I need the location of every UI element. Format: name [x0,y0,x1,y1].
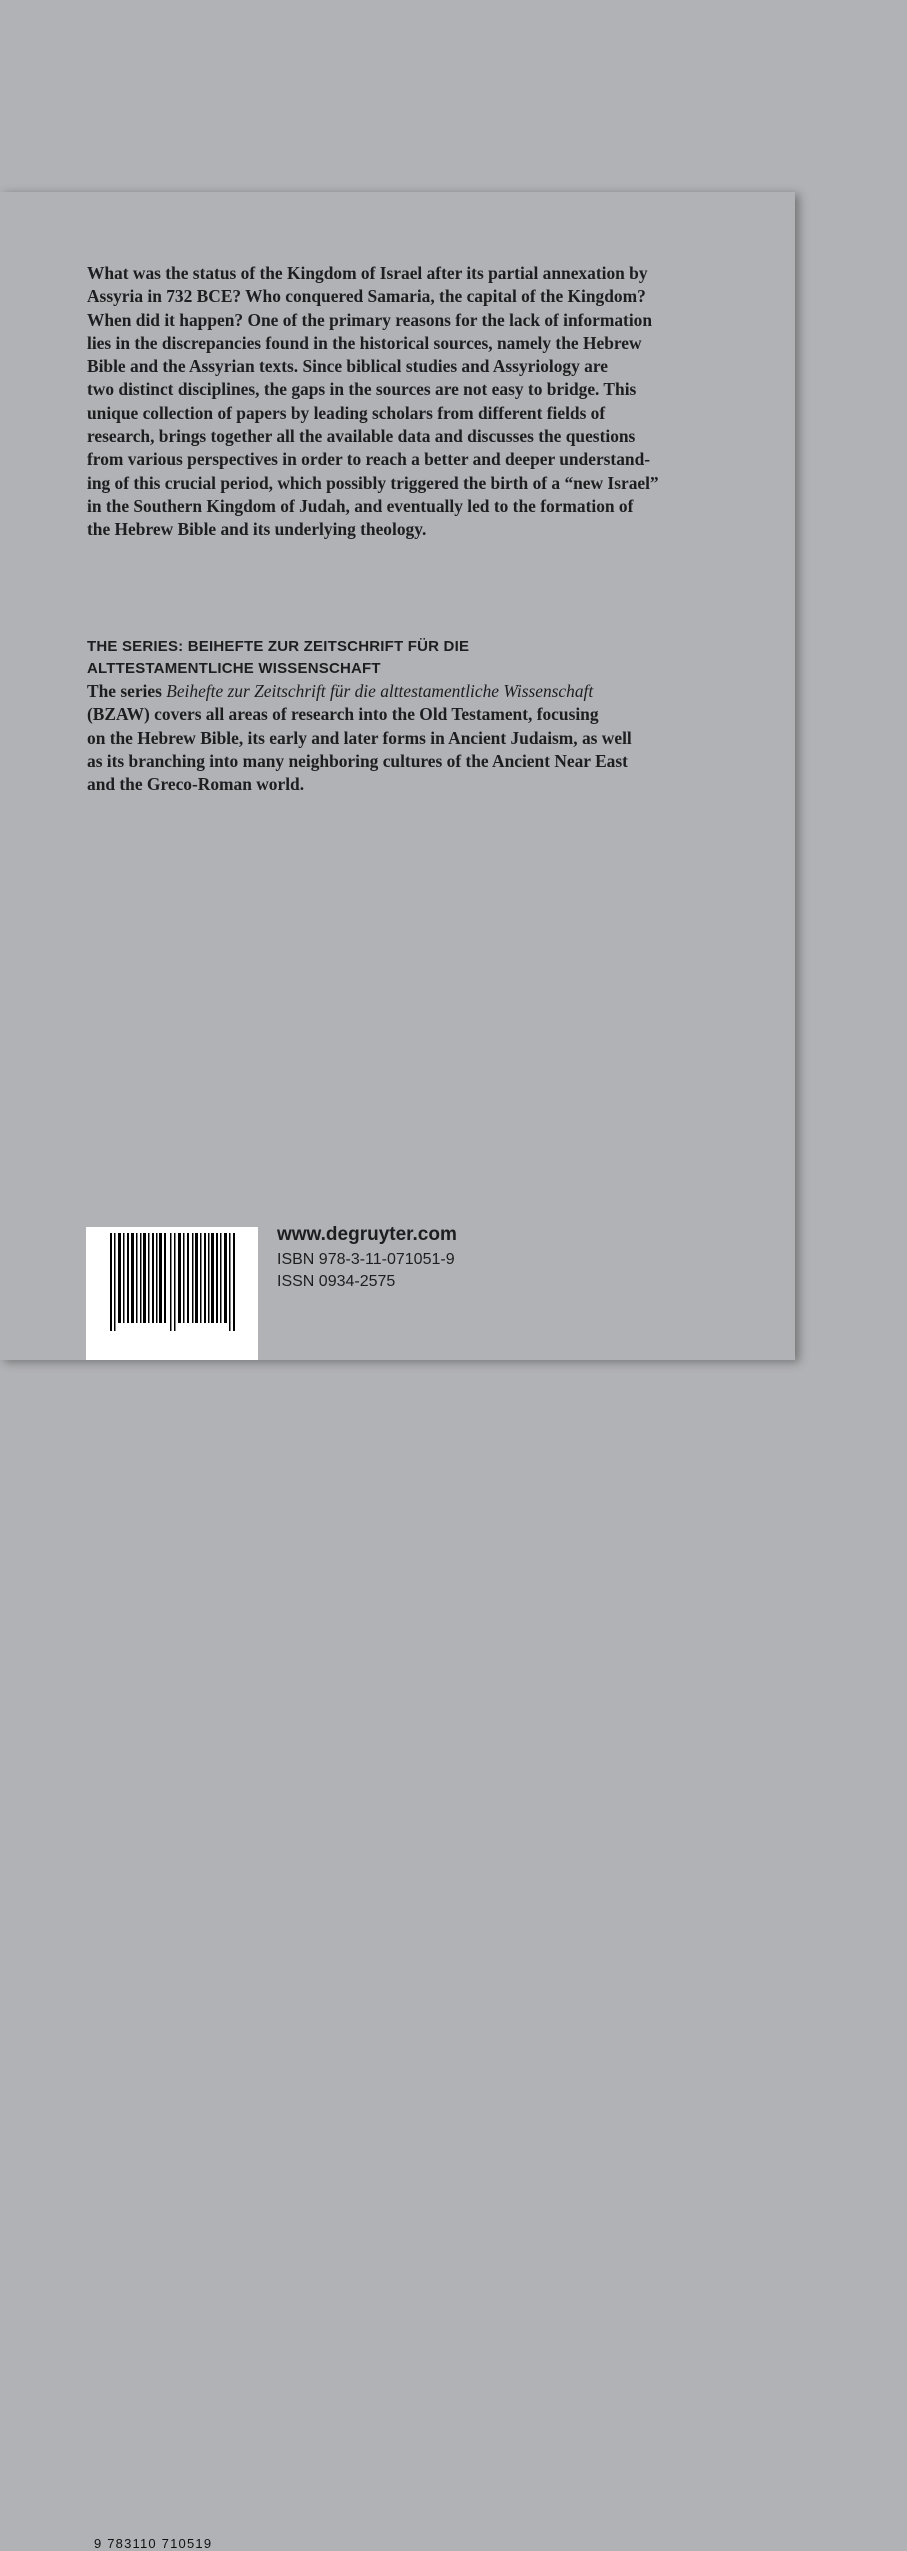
series-first-line [87,680,727,703]
blurb-line: research, brings together all the available data and discusses the questions [87,426,636,447]
blurb-paragraph [87,262,727,542]
series-heading-line: THE SERIES: BEIHEFTE ZUR ZEITSCHRIFT FÜR DIE [87,638,470,655]
isbn-barcode [86,1227,258,2551]
blurb-line: two distinct disciplines, the gaps in the sources are not easy to bridge. This [87,379,637,400]
blurb-line: unique collection of papers by leading scholars from different fields of [87,402,606,423]
series-heading [87,636,727,679]
barcode-bars [86,1227,258,1360]
blurb-line: Assyria in 732 BCE? Who conquered Samaria, the capital of the Kingdom? [87,286,646,307]
series-intro: The series [87,681,167,701]
barcode-digits: 9 783110 710519 [94,2536,213,2551]
blurb-line: the Hebrew Bible and its underlying theology. [87,519,427,540]
series-line: on the Hebrew Bible, its early and later forms in Ancient Judaism, as well [87,727,632,748]
blurb-line: When did it happen? One of the primary reasons for the lack of information [87,309,653,330]
blurb-line: What was the status of the Kingdom of Israel after its partial annexation by [87,263,648,283]
series-line: (BZAW) covers all areas of research into the Old Testament, focusing [87,704,599,725]
isbn-number: ISBN 978-3-11-071051-9 [277,1251,455,1268]
blurb-line: lies in the discrepancies found in the historical sources, namely the Hebrew [87,332,642,353]
publisher-url[interactable]: www.degruyter.com [277,1224,457,1245]
series-line: and the Greco-Roman world. [87,774,305,795]
blurb-line: ing of this crucial period, which possibly triggered the birth of a “new Israel” [87,472,659,493]
series-title: Beihefte zur Zeitschrift für die alttestamentliche Wissenschaft [166,681,594,701]
series-line: as its branching into many neighboring cultures of the Ancient Near East [87,750,628,771]
series-heading-line: ALTTESTAMENTLICHE WISSENSCHAFT [87,659,381,677]
blurb-line: Bible and the Assyrian texts. Since biblical studies and Assyriology are [87,356,608,377]
issn-number: ISSN 0934-2575 [277,1273,396,1290]
blurb-line: in the Southern Kingdom of Judah, and eventually led to the formation of [87,495,634,516]
blurb-line: from various perspectives in order to reach a better and deeper understand- [87,449,651,470]
series-description [87,680,727,796]
